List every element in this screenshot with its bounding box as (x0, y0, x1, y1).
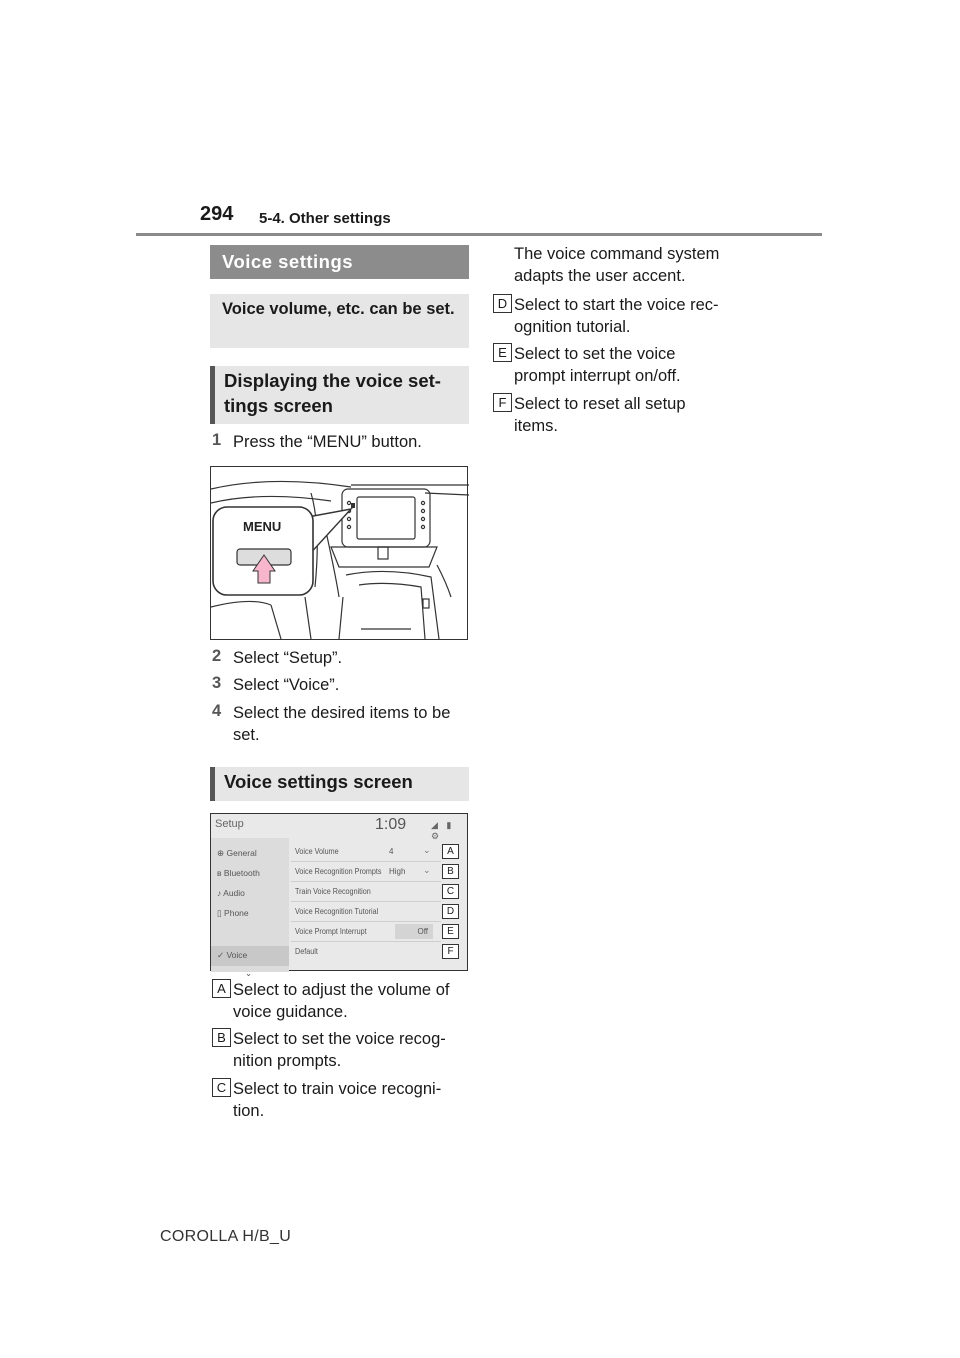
chevron-down-icon: ⌄ (423, 845, 431, 855)
row-voice-volume[interactable]: Voice Volume 4 ⌄ (291, 842, 441, 862)
row-voice-recognition-prompts[interactable]: Voice Recognition Prompts High ⌄ (291, 862, 441, 882)
sidebar-scroll-chevron-icon[interactable]: ⌄ (245, 968, 253, 978)
desc-tag-c: C (212, 1078, 231, 1097)
step-2-number: 2 (212, 647, 222, 665)
callout-tag-c: C (442, 884, 459, 899)
desc-c-text: Select to train voice recogni-tion. (233, 1080, 442, 1120)
sidebar-item-audio[interactable]: ♪ Audio (217, 888, 245, 898)
voice-settings-title: Voice settings (210, 245, 469, 279)
displaying-screen-heading: Displaying the voice set-tings screen (210, 366, 469, 424)
sidebar-item-phone[interactable]: ▯ Phone (217, 908, 249, 918)
screen-clock: 1:09 (375, 816, 407, 833)
desc-a-text: Select to adjust the volume of voice guidance. (233, 981, 450, 1021)
callout-tag-a: A (442, 844, 459, 859)
step-3-text: Select “Voice”. (233, 676, 340, 694)
status-icons: ◢ ▮ ⚙ (431, 820, 455, 841)
step-3-number: 3 (212, 674, 222, 692)
dashboard-illustration (211, 467, 469, 641)
sidebar-item-general[interactable]: ⊕ General (217, 848, 257, 858)
chevron-down-icon: ⌄ (423, 865, 431, 875)
desc-b-text: Select to set the voice recog-nition prompts. (233, 1030, 446, 1070)
step-4-number: 4 (212, 702, 222, 720)
callout-tag-d: D (442, 904, 459, 919)
sidebar-item-bluetooth[interactable]: ʙ Bluetooth (217, 868, 260, 878)
row-default[interactable]: Default (295, 947, 318, 956)
step-2-text: Select “Setup”. (233, 649, 343, 667)
voice-settings-screen-heading: Voice settings screen (210, 767, 469, 801)
page-number: 294 (200, 203, 234, 225)
desc-tag-e: E (493, 343, 512, 362)
row-voice-recognition-tutorial[interactable]: Voice Recognition Tutorial (291, 902, 441, 922)
voice-settings-intro: Voice volume, etc. can be set. (210, 294, 469, 348)
desc-f-text: Select to reset all setup items. (514, 395, 686, 435)
desc-d-text: Select to start the voice rec-ognition tutorial. (514, 296, 719, 336)
callout-tag-b: B (442, 864, 459, 879)
desc-tag-f: F (493, 393, 512, 412)
desc-tag-a: A (212, 979, 231, 998)
desc-tag-d: D (493, 294, 512, 313)
step-4-text: Select the desired items to be set. (233, 704, 451, 744)
screen-title: Setup (215, 818, 244, 830)
row-train-voice-recognition[interactable]: Train Voice Recognition (291, 882, 441, 902)
footer-model-code: COROLLA H/B_U (160, 1228, 292, 1245)
desc-tag-b: B (212, 1028, 231, 1047)
voice-settings-screen-figure (210, 813, 468, 978)
screen-sidebar (211, 838, 289, 978)
callout-tag-e: E (442, 924, 459, 939)
interrupt-toggle[interactable]: Off (395, 924, 433, 939)
step-1-text: Press the “MENU” button. (233, 433, 422, 451)
callout-tag-f: F (442, 944, 459, 959)
menu-button-label: MENU (243, 519, 282, 534)
step-1-number: 1 (212, 431, 222, 449)
header-divider (136, 233, 822, 236)
dashboard-figure (210, 466, 468, 640)
row-voice-prompt-interrupt[interactable]: Voice Prompt Interrupt Off (291, 922, 441, 942)
section-title: 5-4. Other settings (259, 210, 391, 227)
sidebar-item-voice[interactable]: ✓ Voice (217, 950, 248, 960)
desc-c-continued-text: The voice command system adapts the user accent. (514, 245, 720, 285)
desc-e-text: Select to set the voice prompt interrupt on/off. (514, 345, 681, 385)
